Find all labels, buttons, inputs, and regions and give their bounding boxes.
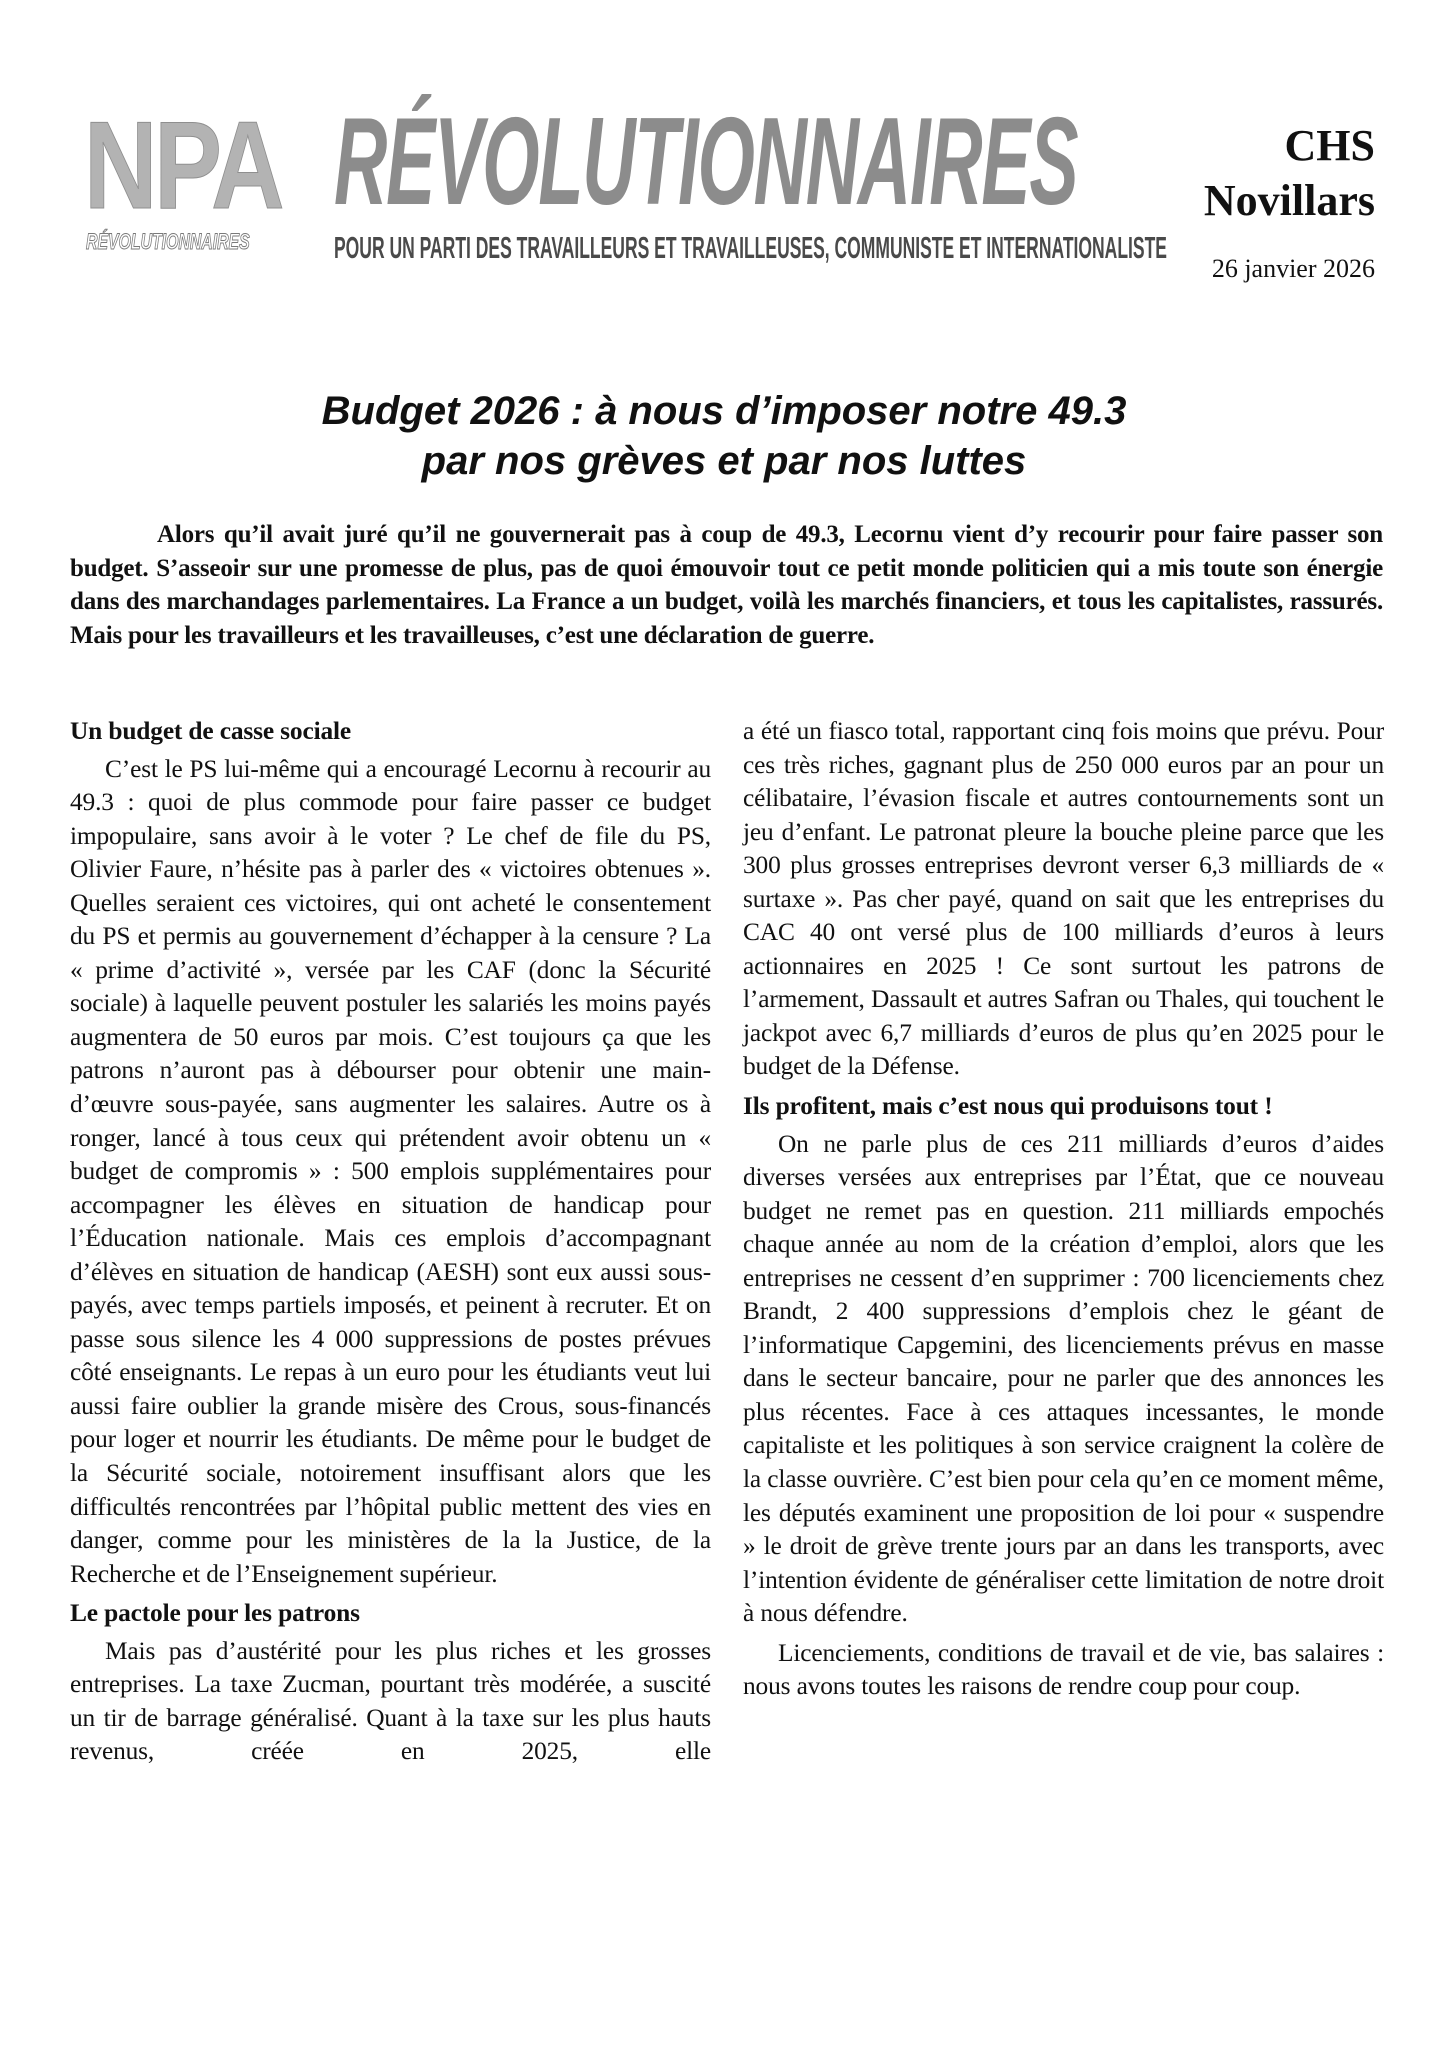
left-column — [70, 715, 711, 1775]
section-heading: Un budget de casse sociale — [70, 717, 352, 745]
paragraph: Licenciements, conditions de travail et de vie, bas salaires : nous avons toutes les raisons de rendre coup pour coup. — [743, 1638, 1384, 1701]
article-intro: Alors qu’il avait juré qu’il ne gouvernerait pas à coup de 49.3, Lecornu vient d’y recourir pour faire passer son budget. S’asseoir sur une promesse de plus, pas de quoi émouvoir tout ce petit monde politicien qui a mis toute son énergie dans des marchandages parlementaires. La France a un budget, voilà les marchés financiers, et tous les capitalistes, rassurés. Mais pour les travailleurs et les travailleuses, c’est une déclaration de guerre. — [70, 521, 1383, 649]
publication-date: 26 janvier 2026 — [1211, 254, 1375, 283]
right-column — [743, 715, 1384, 1710]
title-line-1: Budget 2026 : à nous d’imposer notre 49.3 — [321, 389, 1127, 433]
section-heading: Le pactole pour les patrons — [70, 1599, 360, 1628]
section-heading: Ils profitent, mais c’est nous qui produisons tout ! — [743, 1092, 1273, 1121]
article-title — [0, 386, 1448, 486]
site-line-1: CHS — [1284, 121, 1375, 170]
paragraph-continued: a été un fiasco total, rapportant cinq fois moins que prévu. Pour ces très riches, gagnant plus de 250 000 euros par an pour un célibataire, l’évasion fiscale et autres contournements sont un jeu d’enfant. Le patronat pleure la bouche pleine parce que les 300 plus grosses entreprises devront verser 6,3 milliards de « surtaxe ». Pas cher payé, quand on sait que les entreprises du CAC 40 ont versé plus de 100 milliards d’euros à leurs actionnaires en 2025 ! Ce sont surtout les patrons de l’armement, Dassault et autres Safran ou Thales, qui touchent le jackpot avec 6,7 milliards d’euros de plus qu’en 2025 pour le budget de la Défense. — [743, 717, 1384, 1081]
paragraph: On ne parle plus de ces 211 milliards d’euros d’aides diverses versées aux entreprises par l’État, que ce nouveau budget ne remet pas en question. 211 milliards empochés chaque année au nom de la création d’emploi, alors que les entreprises ne cessent d’en supprimer : 700 licenciements chez Brandt, 2 400 suppressions d’emplois chez le géant de l’informatique Capgemini, des licenciements prévus en masse dans le secteur bancaire, pour ne parler que des annonces les plus récentes. Face à ces attaques incessantes, le monde capitaliste et les politiques à son service craignent la colère de la classe ouvrière. C’est bien pour cela qu’en ce moment même, les députés examinent une proposition de loi pour « suspendre » le droit de grève trente jours par an dans les transports, avec l’intention évidente de généraliser cette limitation de notre droit à nous défendre. — [743, 1129, 1384, 1628]
masthead-title: RÉVOLUTIONNAIRES — [334, 93, 1078, 231]
masthead-tagline: POUR UN PARTI DES TRAVAILLEURS ET TRAVAILLEUSES, COMMUNISTE ET INTERNATIONALISTE — [334, 230, 1167, 265]
title-line-2: par nos grèves et par nos luttes — [421, 439, 1027, 483]
paragraph: C’est le PS lui-même qui a encouragé Lecornu à recourir au 49.3 : quoi de plus commode pour faire passer ce budget impopulaire, sans avoir à le voter ? Le chef de file du PS, Olivier Faure, n’hésite pas à parler des « victoires obtenues ». Quelles seraient ces victoires, qui ont acheté le consentement du PS et permis au gouvernement d’échapper à la censure ? La « prime d’activité », versée par les CAF (donc la Sécurité sociale) à laquelle peuvent postuler les salariés les moins payés augmentera de 50 euros par mois. C’est toujours ça que les patrons n’auront pas à débourser pour obtenir une main-d’œuvre sous-payée, sans augmenter les salaires. Autre os à ronger, lancé à tous ceux qui prétendent avoir obtenu un « budget de compromis » : 500 emplois supplémentaires pour accompagner les élèves en situation de handicap pour l’Éducation nationale. Mais ces emplois d’accompagnant d’élèves en situation de handicap (AESH) sont eux aussi sous-payés, avec temps partiels imposés, et peinent à recruter. Et on passe sous silence les 4 000 suppressions de postes prévues côté enseignants. Le repas à un euro pour les étudiants veut lui aussi faire oublier la grande misère des Crous, sous-financés pour loger et nourrir les étudiants. De même pour le budget de la Sécurité sociale, notoirement insuffisant alors que les difficultés rencontrées par l’hôpital public mettent des vies en danger, comme pour les ministères de la la Justice, de la Recherche et de l’Enseignement supérieur. — [70, 754, 711, 1588]
site-label — [1204, 118, 1375, 228]
site-line-2: Novillars — [1203, 176, 1375, 225]
npa-logo: NPA — [84, 97, 282, 235]
paragraph: Mais pas d’austérité pour les plus riches et les grosses entreprises. La taxe Zucman, pourtant très modérée, a suscité un tir de barrage généralisé. Quant à la taxe sur les plus hauts revenus, créée en 2025, elle — [70, 1636, 711, 1766]
npa-logo-subtitle: RÉVOLUTIONNAIRES — [86, 229, 250, 254]
